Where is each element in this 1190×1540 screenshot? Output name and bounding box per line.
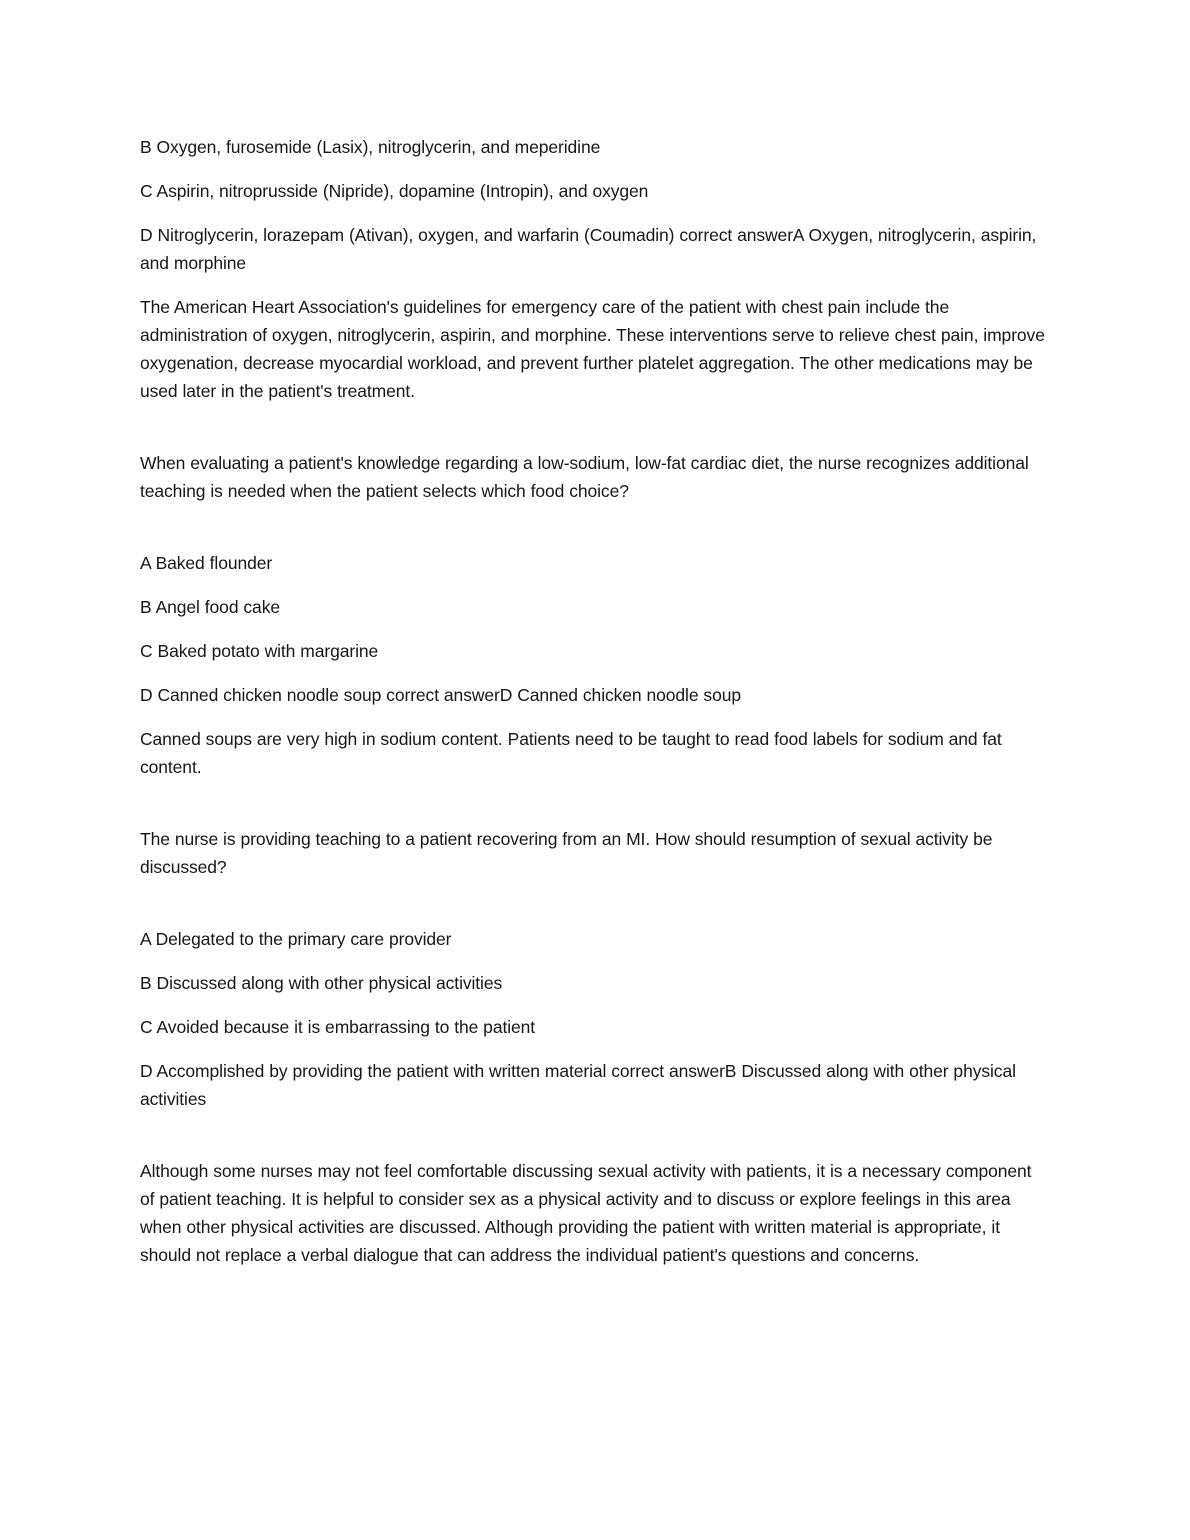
rationale-text: Although some nurses may not feel comfortable discussing sexual activity with patients, it is a necessary component of patient teaching. It is helpful to consider sex as a physical activity and to discuss or explore feelings in this area when other physical activities are discussed. Although providing the patient with written material is appropriate, it should not replace a verbal dialogue that can address the individual patient's questions and concerns. [140,1161,1032,1265]
answer-choice-b: B Discussed along with other physical activities [140,973,503,993]
answer-choice-b: B Oxygen, furosemide (Lasix), nitroglycerin, and meperidine [140,137,601,157]
answer-choice-d-correct-answer: D Canned chicken noodle soup correct answerD Canned chicken noodle soup [140,685,741,705]
answer-choice-a: A Baked flounder [140,553,273,573]
question-text: When evaluating a patient's knowledge regarding a low-sodium, low-fat cardiac diet, the nurse recognizes additional teaching is needed when the patient selects which food choice? [140,453,1029,501]
answer-choice-c: C Avoided because it is embarrassing to the patient [140,1017,536,1037]
answer-choice-d-correct-answer: D Nitroglycerin, lorazepam (Ativan), oxygen, and warfarin (Coumadin) correct answerA Oxygen, nitroglycerin, aspirin, and morphine [140,225,1037,273]
rationale-text: Canned soups are very high in sodium content. Patients need to be taught to read food labels for sodium and fat content. [140,729,1002,777]
answer-choice-d-correct-answer: D Accomplished by providing the patient with written material correct answerB Discussed along with other physical activities [140,1061,1016,1109]
answer-choice-b: B Angel food cake [140,597,280,617]
answer-choice-a: A Delegated to the primary care provider [140,929,452,949]
rationale-text: The American Heart Association's guidelines for emergency care of the patient with chest pain include the administration of oxygen, nitroglycerin, aspirin, and morphine. These interventions serve to relieve chest pain, improve oxygenation, decrease myocardial workload, and prevent further platelet aggregation. The other medications may be used later in the patient's treatment. [140,297,1045,401]
answer-choice-c: C Baked potato with margarine [140,641,379,661]
answer-choice-c: C Aspirin, nitroprusside (Nipride), dopamine (Intropin), and oxygen [140,181,649,201]
question-text: The nurse is providing teaching to a patient recovering from an MI. How should resumption of sexual activity be discussed? [140,829,993,877]
